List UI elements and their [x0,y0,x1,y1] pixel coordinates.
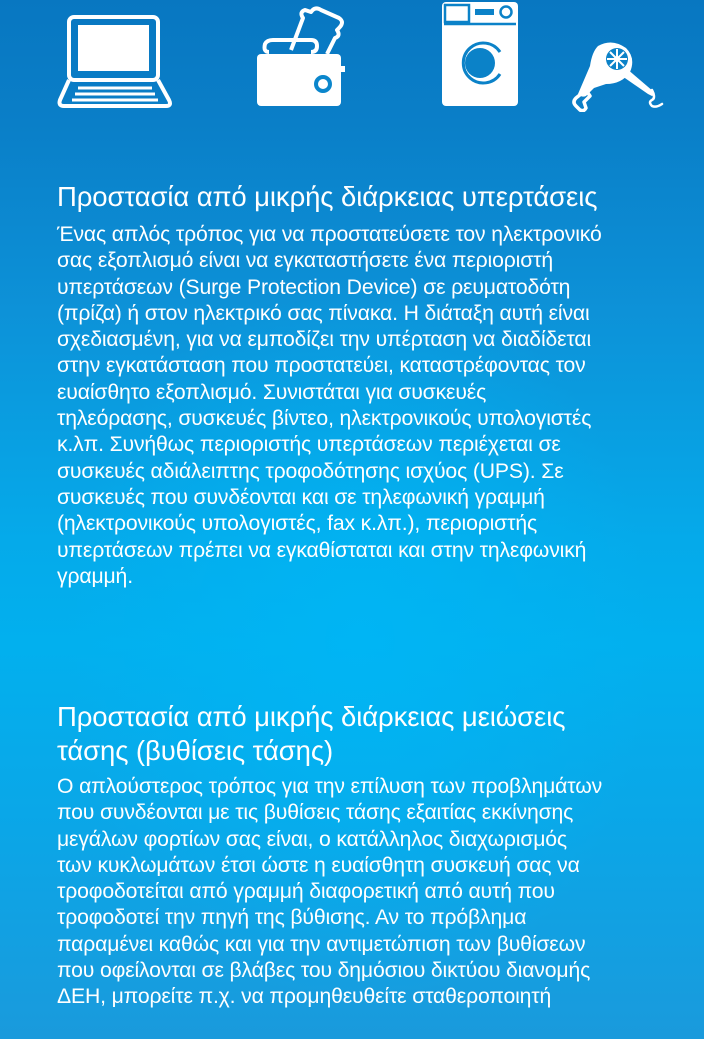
section-body-voltage-sag [57,774,687,1011]
voltage-sag-protection-section [57,700,687,1011]
body-line: παραμένει καθώς και για την αντιμετώπιση των βυθίσεων [57,932,586,956]
section-title-voltage-sag [57,700,687,768]
body-line: γραμμή. [57,564,133,588]
body-line: ΔΕΗ, μπορείτε π.χ. να προμηθευθείτε σταθεροποιητή [57,985,552,1009]
washing-machine-icon [442,0,518,106]
body-line: συσκευές που συνδέονται και σε τηλεφωνική γραμμή [57,485,545,509]
body-line: τηλεόρασης, συσκευές βίντεο, ηλεκτρονικούς υπολογιστές [57,407,592,431]
body-line: σας εξοπλισμό είναι να εγκαταστήσετε ένα περιοριστή [57,249,553,273]
body-line: μεγάλων φορτίων σας είναι, ο κατάλληλος διαχωρισμός [57,827,567,851]
title-line: Προστασία από μικρής διάρκειας υπερτάσεις [57,181,598,212]
title-line: τάσης (βυθίσεις τάσης) [57,735,334,766]
surge-protection-section [57,180,687,590]
section-body-surge-protection [57,222,687,590]
body-line: που οφείλονται σε βλάβες του δημόσιου δικτύου διανομής [57,959,591,983]
body-line: στην εγκατάσταση που προστατεύει, καταστρέφοντας τον [57,354,586,378]
appliance-icons-row [0,0,704,120]
title-line: Προστασία από μικρής διάρκειας μειώσεις [57,701,566,732]
section-title-surge-protection [57,180,687,214]
laptop-icon [56,14,174,110]
body-line: (πρίζα) ή στον ηλεκτρικό σας πίνακα. Η διάταξη αυτή είναι [57,301,590,325]
toaster-icon [255,4,345,108]
body-line: υπερτάσεων πρέπει να εγκαθίσταται και στην τηλεφωνική [57,538,587,562]
body-line: Ένας απλός τρόπος για να προστατεύσετε τον ηλεκτρονικό [57,223,602,246]
body-line: που συνδέονται με τις βυθίσεις τάσης εξαιτίας εκκίνησης [57,801,574,825]
body-line: σχεδιασμένη, για να εμποδίζει την υπέρταση να διαδίδεται [57,328,592,352]
body-line: ευαίσθητο εξοπλισμό. Συνιστάται για συσκευές [57,380,487,404]
body-line: υπερτάσεων (Surge Protection Device) σε ρευματοδότη [57,275,571,299]
body-line: κ.λπ. Συνήθως περιοριστής υπερτάσεων περιέχεται σε [57,433,561,457]
body-line: συσκευές αδιάλειπτης τροφοδότησης ισχύος (UPS). Σε [57,459,564,483]
body-line: τροφοδοτεί την πηγή της βύθισης. Αν το πρόβλημα [57,906,527,930]
body-line: (ηλεκτρονικούς υπολογιστές, fax κ.λπ.), περιοριστής [57,512,538,536]
body-line: των κυκλωμάτων έτσι ώστε η ευαίσθητη συσκευή σας να [57,853,580,877]
body-line: Ο απλούστερος τρόπος για την επίλυση των προβλημάτων [57,775,603,798]
body-line: τροφοδοτείται από γραμμή διαφορετική από αυτή που [57,880,555,904]
hair-dryer-icon [568,40,668,112]
